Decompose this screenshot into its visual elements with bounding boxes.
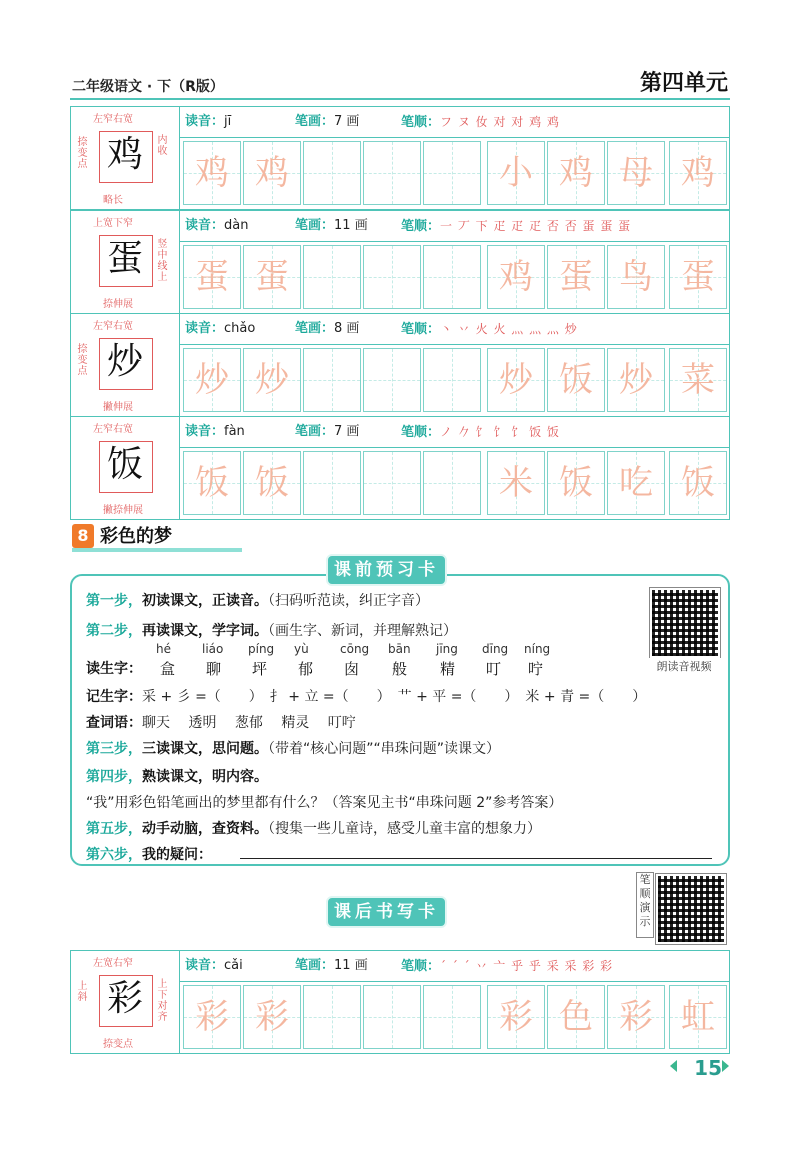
page-number: 15 [694, 1056, 722, 1080]
question-text: “我”用彩色铅笔画出的梦里都有什么？（答案见主书“串珠问题 2”参考答案） [86, 795, 563, 811]
writing-tip-bottom: 略长 [103, 195, 123, 206]
blank-practice-cell[interactable] [303, 245, 361, 309]
stroke-count: 11 画 [334, 218, 368, 233]
trace-cell [183, 141, 241, 205]
practice-grid [179, 344, 729, 416]
new-char-pinyin: liáo [202, 642, 224, 656]
writing-tip-bottom: 捺伸展 [103, 299, 133, 310]
writing-tip-top: 左宽右窄 [93, 958, 133, 969]
pinyin: dàn [224, 218, 249, 233]
writing-tip-bottom: 捺变点 [103, 1039, 133, 1050]
stroke-order-label: 笔顺： [401, 959, 441, 974]
blank-practice-cell[interactable] [423, 348, 481, 412]
stroke-order: フ ヌ 㚢 对 对 鸡 鸡 [440, 115, 560, 129]
blank-practice-cell[interactable] [423, 985, 481, 1049]
trace-cell [607, 985, 665, 1049]
trace-character: 彩 [499, 997, 533, 1037]
model-character: 蛋 [106, 238, 143, 279]
writing-tip-left: 上斜 [77, 981, 88, 1003]
header-divider [70, 98, 730, 100]
char-info-bar [179, 314, 729, 345]
new-char: 般 [392, 660, 408, 678]
trace-character: 虹 [681, 997, 715, 1037]
char-model-box [71, 951, 180, 1053]
trace-cell [547, 985, 605, 1049]
stroke-order-label: 笔顺： [401, 322, 441, 337]
new-char-pinyin: níng [524, 642, 551, 656]
trace-character: 蛋 [255, 257, 289, 297]
model-character: 彩 [106, 978, 143, 1019]
lesson-title-underline [72, 548, 242, 552]
writing-card-title: 课后书写卡 [326, 896, 447, 928]
model-character: 饭 [106, 444, 143, 485]
stroke-count-label: 笔画： [295, 321, 335, 336]
new-char-pinyin: yù [294, 642, 309, 656]
trace-cell [183, 245, 241, 309]
new-char: 精 [440, 660, 456, 678]
trace-character: 鸟 [619, 257, 653, 297]
blank-practice-cell[interactable] [363, 451, 421, 515]
stroke-count-label: 笔画： [295, 424, 335, 439]
step-1: 第一步，初读课文，正读音。（扫码听范读，纠正字音） [86, 593, 429, 609]
blank-practice-cell[interactable] [363, 348, 421, 412]
new-char-pinyin: píng [248, 642, 275, 656]
new-char-pinyin: cōng [340, 642, 370, 656]
writing-tip-bottom: 撇捺伸展 [103, 505, 143, 516]
trace-cell [487, 348, 545, 412]
writing-tip-top: 左窄右宽 [93, 321, 133, 332]
trace-cell [183, 451, 241, 515]
char-info-bar [179, 107, 729, 138]
new-char: 囱 [344, 660, 360, 678]
char-info-bar [179, 211, 729, 242]
model-character: 鸡 [106, 134, 143, 175]
trace-cell [243, 245, 301, 309]
trace-character: 饭 [681, 463, 715, 503]
trace-character: 蛋 [559, 257, 593, 297]
new-char: 坪 [252, 660, 268, 678]
trace-cell [669, 985, 727, 1049]
question-answer-line[interactable] [240, 858, 712, 859]
trace-cell [243, 348, 301, 412]
reading-label: 读音： [185, 114, 225, 129]
trace-character: 饭 [559, 463, 593, 503]
writing-tip-top: 左窄右宽 [93, 424, 133, 435]
stroke-order-label: 笔顺： [401, 425, 441, 440]
trace-character: 鸡 [499, 257, 533, 297]
stroke-order: ˊ ˊ ˊ 丷 亠 乎 乎 采 采 彩 彩 [440, 959, 614, 973]
qr-code-audio[interactable] [650, 588, 720, 658]
writing-tip-left: 捺变点 [77, 137, 88, 170]
trace-character: 鸡 [255, 153, 289, 193]
char-row-鸡 [70, 106, 730, 210]
char-model-box [71, 107, 180, 209]
step-3: 第三步，三读课文，思问题。（带着“核心问题”“串珠问题”读课文） [86, 741, 501, 757]
pinyin: jī [224, 114, 232, 129]
trace-cell [547, 451, 605, 515]
trace-character: 鸡 [195, 153, 229, 193]
blank-practice-cell[interactable] [303, 348, 361, 412]
stroke-order: 丶 丷 火 火 灬 灬 灬 炒 [440, 322, 578, 336]
practice-grid [179, 137, 729, 209]
char-row-炒 [70, 313, 730, 417]
trace-cell [243, 451, 301, 515]
next-page-icon[interactable] [722, 1060, 729, 1072]
trace-character: 彩 [255, 997, 289, 1037]
trace-cell [607, 245, 665, 309]
writing-tip-right: 竖中线上 [157, 239, 168, 283]
stroke-count-label: 笔画： [295, 218, 335, 233]
qr-caption-audio: 朗读音视频 [644, 658, 724, 674]
stroke-count: 8 画 [334, 321, 360, 336]
trace-character: 彩 [195, 997, 229, 1037]
writing-tip-left: 捺变点 [77, 344, 88, 377]
writing-tip-right: 内收 [157, 135, 168, 157]
char-row-彩 [70, 950, 730, 1054]
pinyin: chǎo [224, 321, 256, 336]
trace-character: 鸡 [559, 153, 593, 193]
char-model-box [71, 314, 180, 416]
book-title: 二年级语文 · 下（R版） [72, 79, 224, 95]
trace-character: 吃 [619, 463, 653, 503]
step-2: 第二步，再读课文，学字词。（画生字、新词，并理解熟记） [86, 623, 457, 639]
prev-page-icon[interactable] [670, 1060, 677, 1072]
pinyin: cǎi [224, 958, 243, 973]
blank-practice-cell[interactable] [423, 141, 481, 205]
new-char-pinyin: dīng [482, 642, 509, 656]
stroke-count: 7 画 [334, 114, 360, 129]
trace-cell [669, 141, 727, 205]
blank-practice-cell[interactable] [363, 141, 421, 205]
step-5: 第五步，动手动脑，查资料。（搜集一些儿童诗，感受儿童丰富的想象力） [86, 821, 541, 837]
trace-cell [487, 451, 545, 515]
trace-character: 彩 [619, 997, 653, 1037]
trace-character: 母 [619, 153, 653, 193]
char-row-蛋 [70, 210, 730, 314]
stroke-count-label: 笔画： [295, 958, 335, 973]
blank-practice-cell[interactable] [363, 245, 421, 309]
trace-character: 炒 [255, 360, 289, 400]
memory-chars: 记生字：采 + 彡 =（ ） 扌 + 立 =（ ） 艹 + 平 =（ ） 米 + 青 =（ ） [86, 689, 647, 705]
trace-cell [547, 245, 605, 309]
trace-cell [547, 141, 605, 205]
step-6: 第六步，我的疑问： [86, 847, 212, 863]
trace-cell [487, 985, 545, 1049]
stroke-count: 11 画 [334, 958, 368, 973]
trace-cell [669, 348, 727, 412]
trace-character: 炒 [499, 360, 533, 400]
blank-practice-cell[interactable] [303, 985, 361, 1049]
trace-character: 炒 [619, 360, 653, 400]
trace-cell [487, 141, 545, 205]
trace-character: 饭 [195, 463, 229, 503]
new-char: 盒 [160, 660, 176, 678]
reading-label: 读音： [185, 424, 225, 439]
trace-cell [669, 451, 727, 515]
trace-cell [607, 451, 665, 515]
lesson-number-badge: 8 [72, 524, 94, 548]
writing-tip-top: 上宽下窄 [93, 218, 133, 229]
trace-cell [243, 985, 301, 1049]
char-info-bar [179, 951, 729, 982]
blank-practice-cell[interactable] [303, 451, 361, 515]
trace-character: 色 [559, 997, 593, 1037]
trace-cell [487, 245, 545, 309]
new-char-pinyin: jīng [436, 642, 458, 656]
stroke-order-label: 笔顺： [401, 115, 441, 130]
trace-character: 小 [499, 153, 533, 193]
new-char: 聊 [206, 660, 222, 678]
new-chars-label: 读生字： [86, 661, 142, 677]
trace-cell [243, 141, 301, 205]
step-4: 第四步，熟读课文，明内容。 [86, 769, 268, 785]
stroke-order: 一 丆 下 疋 疋 疋 否 否 蛋 蛋 蛋 [440, 219, 632, 233]
writing-tip-bottom: 撇伸展 [103, 402, 133, 413]
new-char: 咛 [528, 660, 544, 678]
trace-character: 饭 [559, 360, 593, 400]
trace-cell [669, 245, 727, 309]
stroke-count-label: 笔画： [295, 114, 335, 129]
new-char: 郁 [298, 660, 314, 678]
qr-caption-stroke-demo: 笔顺演示 [636, 872, 654, 938]
new-char: 叮 [486, 660, 502, 678]
lesson-title: 彩色的梦 [100, 526, 172, 547]
trace-character: 炒 [195, 360, 229, 400]
new-char-pinyin: hé [156, 642, 171, 656]
char-info-bar [179, 417, 729, 448]
words-to-check: 查词语：聊天 透明 葱郁 精灵 叮咛 [86, 715, 356, 731]
blank-practice-cell[interactable] [363, 985, 421, 1049]
trace-cell [183, 348, 241, 412]
trace-character: 蛋 [195, 257, 229, 297]
unit-title: 第四单元 [639, 71, 728, 96]
preview-card-title: 课前预习卡 [326, 554, 447, 586]
trace-cell [183, 985, 241, 1049]
char-model-box [71, 211, 180, 313]
trace-character: 菜 [681, 360, 715, 400]
trace-cell [607, 141, 665, 205]
stroke-order-label: 笔顺： [401, 219, 441, 234]
trace-character: 鸡 [681, 153, 715, 193]
reading-label: 读音： [185, 218, 225, 233]
stroke-order: ノ 𠂊 饣 饣 饣 饭 饭 [440, 425, 560, 439]
new-char-pinyin: bān [388, 642, 411, 656]
blank-practice-cell[interactable] [303, 141, 361, 205]
pinyin: fàn [224, 424, 245, 439]
blank-practice-cell[interactable] [423, 451, 481, 515]
char-model-box [71, 417, 180, 519]
reading-label: 读音： [185, 958, 225, 973]
trace-character: 饭 [255, 463, 289, 503]
stroke-count: 7 画 [334, 424, 360, 439]
preview-card [70, 574, 730, 866]
trace-character: 米 [499, 463, 533, 503]
blank-practice-cell[interactable] [423, 245, 481, 309]
reading-label: 读音： [185, 321, 225, 336]
trace-cell [547, 348, 605, 412]
trace-cell [607, 348, 665, 412]
practice-grid [179, 447, 729, 519]
qr-code-stroke-demo[interactable] [656, 874, 726, 944]
trace-character: 蛋 [681, 257, 715, 297]
model-character: 炒 [106, 341, 143, 382]
char-row-饭 [70, 416, 730, 520]
practice-grid [179, 241, 729, 313]
writing-tip-right: 上下对齐 [157, 979, 168, 1023]
writing-tip-top: 左窄右宽 [93, 114, 133, 125]
practice-grid [179, 981, 729, 1053]
